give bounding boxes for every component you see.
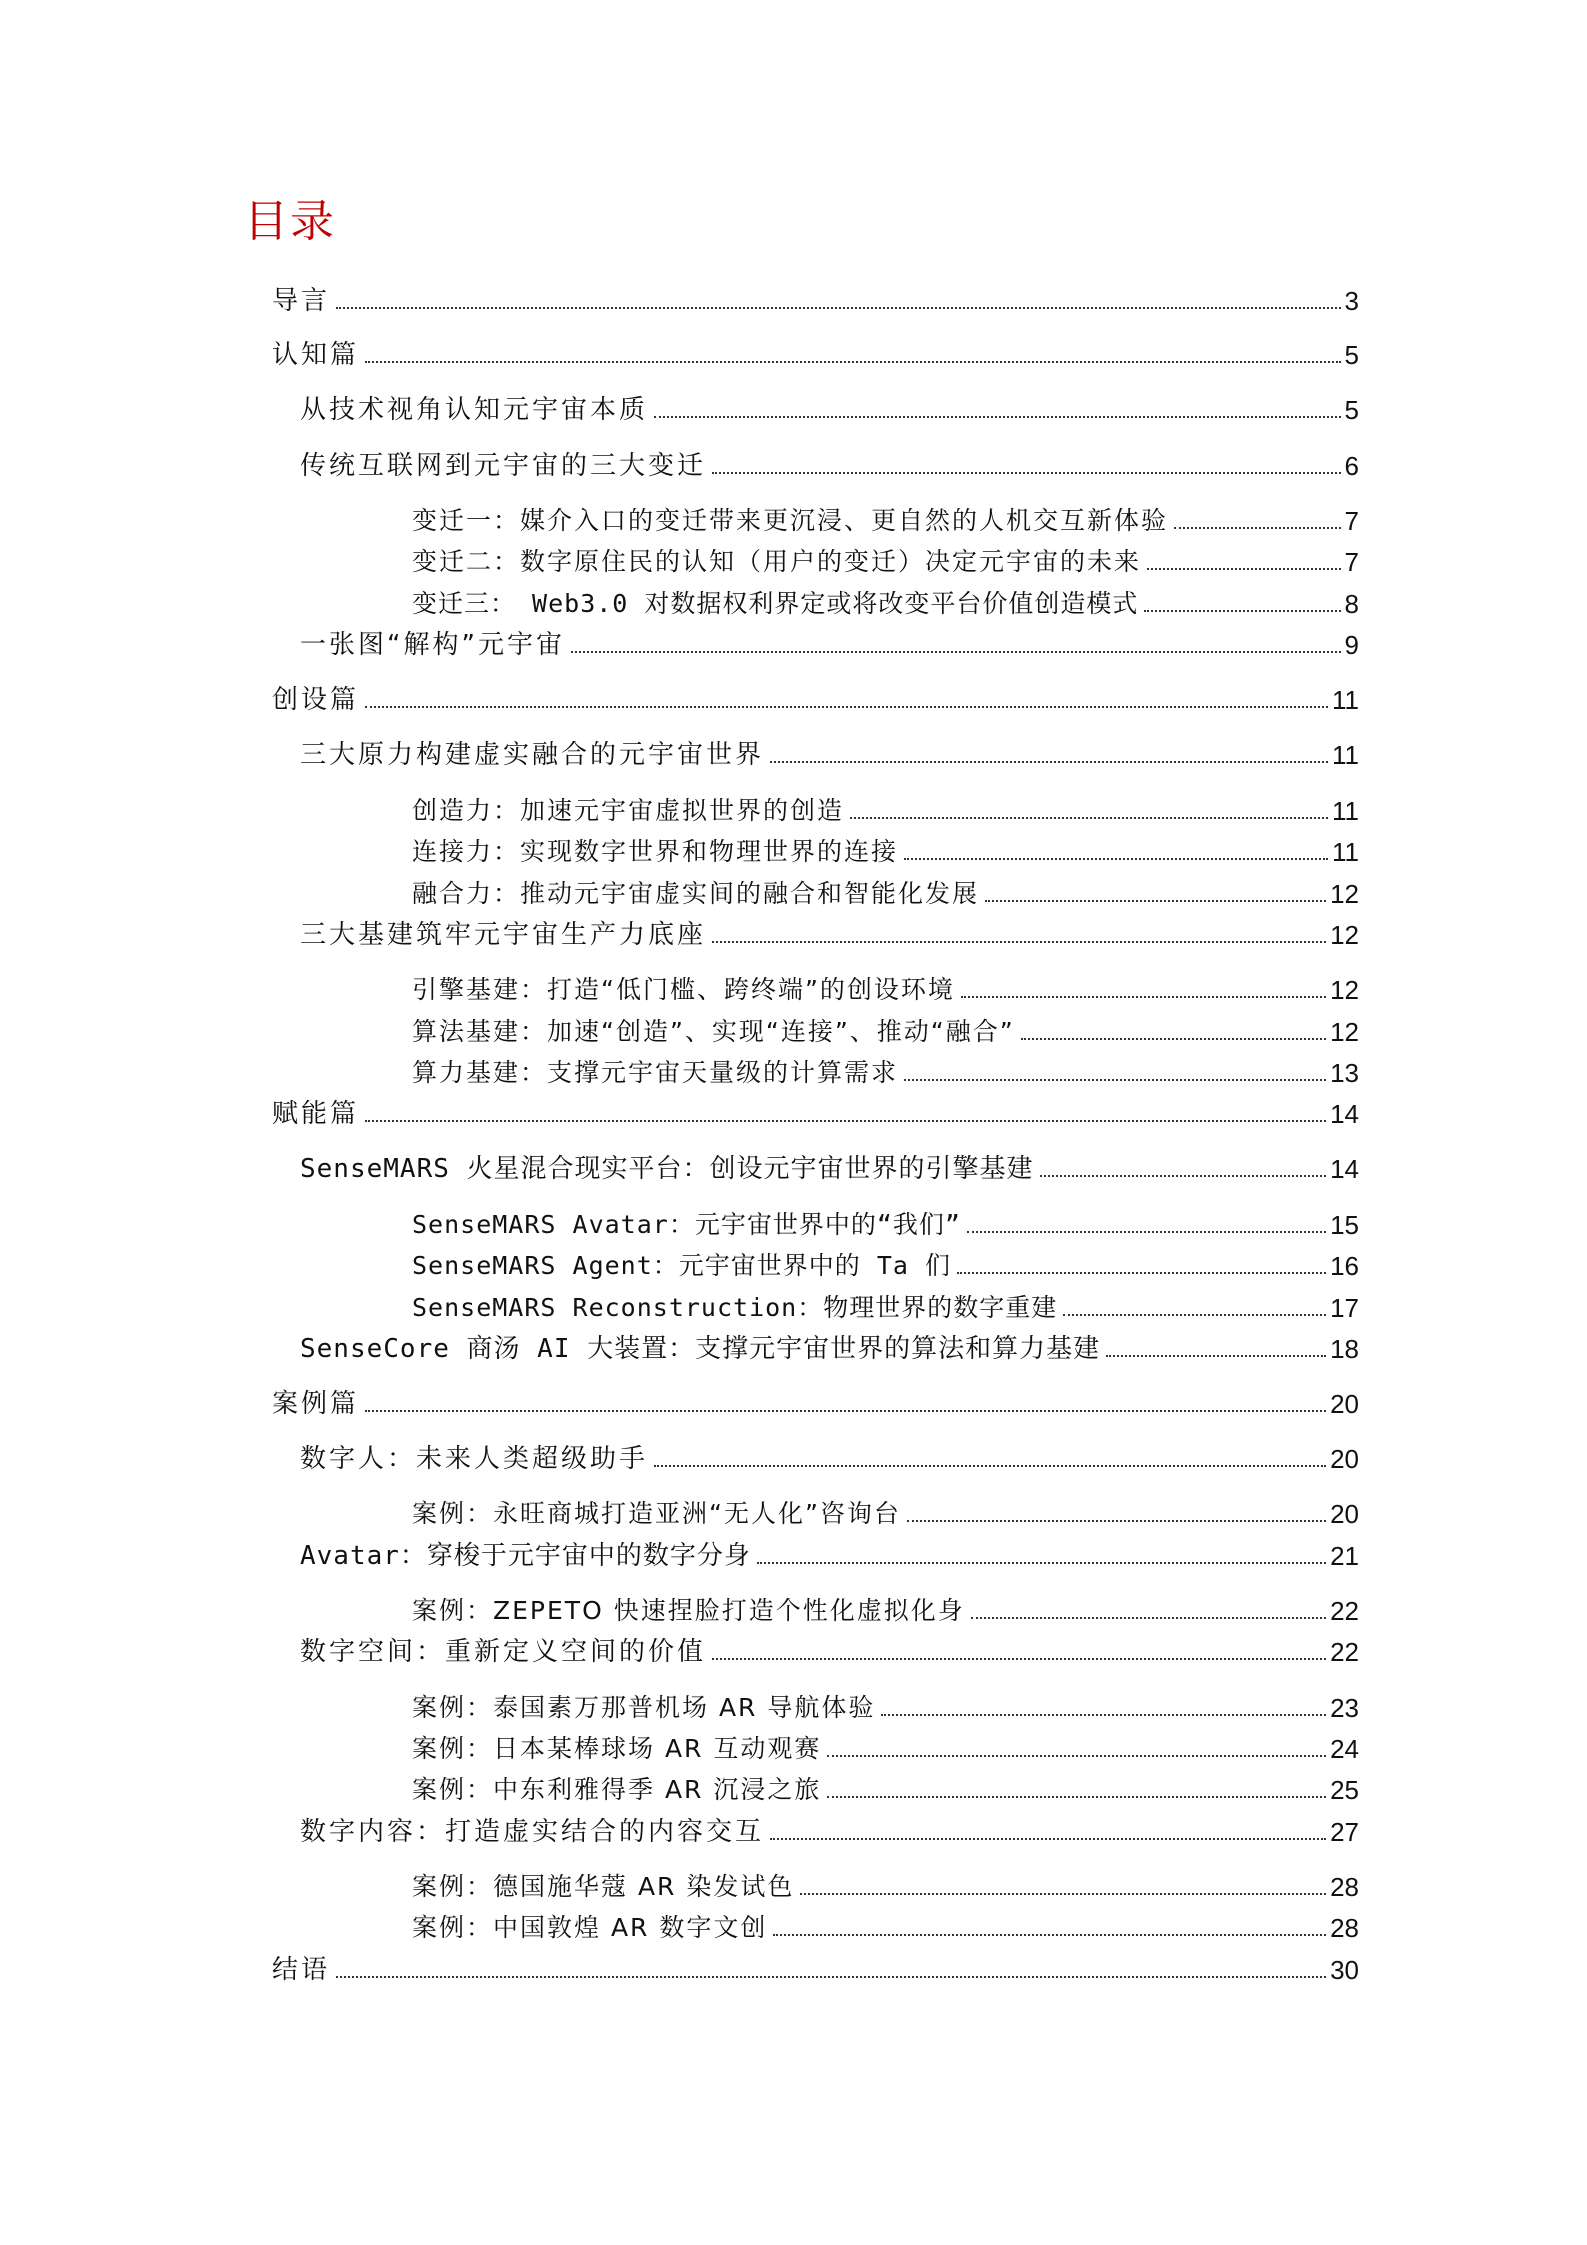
toc-entry[interactable] [412,1201,1359,1241]
toc-entry[interactable] [300,1532,1359,1572]
toc-entry-label: 案例：日本某棒球场 AR 互动观赛 [412,1734,822,1763]
toc-page-number: 22 [1330,1596,1359,1626]
toc-page-number: 22 [1330,1637,1359,1667]
toc-entry-label: 案例：中国敦煌 AR 数字文创 [412,1913,768,1942]
toc-page-number: 11 [1332,685,1359,715]
toc-entry-label: 数字内容：打造虚实结合的内容交互 [300,1817,765,1847]
toc-page-number: 12 [1330,920,1359,950]
toc-entry[interactable] [412,1049,1359,1089]
dot-leader [1174,527,1341,529]
dot-leader [985,900,1326,902]
toc-page-number: 30 [1330,1955,1359,1985]
toc-entry-label: 从技术视角认知元宇宙本质 [300,395,649,425]
toc-entry-label: 融合力：推动元宇宙虚实间的融合和智能化发展 [412,879,980,908]
dot-leader [757,1562,1326,1564]
toc-entry-label: 数字人：未来人类超级助手 [300,1444,649,1474]
dot-leader [336,1976,1326,1978]
toc-page-number: 12 [1330,879,1359,909]
toc-entry-label: 一张图“解构”元宇宙 [300,630,565,660]
toc-entry[interactable] [412,1904,1359,1944]
dot-leader [365,1120,1326,1122]
toc-page-number: 16 [1330,1251,1359,1281]
dot-leader [770,1838,1326,1840]
toc-entry[interactable] [412,1766,1359,1806]
toc-entry-part-empowerment[interactable] [272,1090,1359,1130]
dot-leader [712,472,1341,474]
toc-page-number: 28 [1330,1872,1359,1902]
toc-entry-conclusion[interactable] [272,1946,1359,1986]
toc-entry[interactable] [412,1863,1359,1903]
dot-leader [654,416,1341,418]
toc-entry-label: 认知篇 [272,340,360,370]
dot-leader [712,941,1326,943]
toc-entry[interactable] [412,538,1359,578]
dot-leader [957,1272,1326,1274]
dot-leader [1063,1314,1326,1316]
toc-entry[interactable] [300,621,1359,661]
toc-entry-label: 案例：永旺商城打造亚洲“无人化”咨询台 [412,1499,901,1528]
toc-entry[interactable] [412,1490,1359,1530]
toc-entry[interactable] [412,870,1359,910]
toc-page-number: 11 [1332,740,1359,770]
toc-page-number: 20 [1330,1499,1359,1529]
dot-leader [770,761,1328,763]
toc-entry-label: 赋能篇 [272,1099,360,1129]
dot-leader [850,817,1328,819]
toc-page-number: 20 [1330,1389,1359,1419]
toc-entry[interactable] [412,1008,1359,1048]
toc-entry-part-creation[interactable] [272,676,1359,716]
toc-entry[interactable] [412,580,1359,620]
toc-entry[interactable] [412,1725,1359,1765]
toc-page-number: 18 [1330,1334,1359,1364]
toc-page-number: 5 [1344,340,1359,370]
toc-entry[interactable] [300,911,1359,951]
toc-page-number: 13 [1330,1058,1359,1088]
toc-entry-label: 创设篇 [272,685,360,715]
toc-entry-label: 变迁二：数字原住民的认知（用户的变迁）决定元宇宙的未来 [412,547,1142,576]
dot-leader [712,1658,1326,1660]
dot-leader [365,706,1328,708]
toc-entry-label: 传统互联网到元宇宙的三大变迁 [300,451,707,481]
toc-entry-label: 变迁三： Web3.0 对数据权利界定或将改变平台价值创造模式 [412,589,1139,618]
toc-entry[interactable] [412,1587,1359,1627]
toc-page-number: 12 [1330,975,1359,1005]
toc-page-number: 11 [1332,837,1359,867]
toc-entry[interactable] [412,828,1359,868]
toc-entry-label: 案例：泰国素万那普机场 AR 导航体验 [412,1693,876,1722]
toc-entry-label: 创造力：加速元宇宙虚拟世界的创造 [412,796,845,825]
dot-leader [961,996,1326,998]
dot-leader [336,307,1341,309]
toc-entry-label: 连接力：实现数字世界和物理世界的连接 [412,837,899,866]
toc-page-number: 8 [1344,589,1359,619]
toc-entry-label: Avatar：穿梭于元宇宙中的数字分身 [300,1541,751,1571]
toc-page-number: 14 [1330,1154,1359,1184]
toc-entry[interactable] [300,1435,1359,1475]
dot-leader [881,1714,1326,1716]
dot-leader [907,1520,1326,1522]
dot-leader [571,651,1341,653]
dot-leader [654,1465,1326,1467]
dot-leader [1040,1175,1327,1177]
dot-leader [773,1934,1326,1936]
toc-page-number: 9 [1344,630,1359,660]
toc-entry-label: 案例：ZEPETO 快速捏脸打造个性化虚拟化身 [412,1596,965,1625]
toc-entry-label: 三大基建筑牢元宇宙生产力底座 [300,920,707,950]
toc-entry[interactable] [412,1684,1359,1724]
toc-entry-label: 算力基建：支撑元宇宙天量级的计算需求 [412,1058,899,1087]
toc-page-number: 14 [1330,1099,1359,1129]
dot-leader [1144,610,1340,612]
toc-entry-label: SenseMARS Agent：元宇宙世界中的 Ta 们 [412,1251,951,1280]
toc-page-number: 27 [1330,1817,1359,1847]
toc-entry[interactable] [412,1242,1359,1282]
toc-page-number: 24 [1330,1734,1359,1764]
toc-page-number: 20 [1330,1444,1359,1474]
dot-leader [827,1755,1326,1757]
toc-page-number: 11 [1332,796,1359,826]
toc-page-number: 23 [1330,1693,1359,1723]
toc-entry[interactable] [300,1628,1359,1668]
dot-leader [967,1231,1326,1233]
toc-entry-label: SenseMARS 火星混合现实平台：创设元宇宙世界的引擎基建 [300,1154,1034,1184]
dot-leader [1106,1355,1326,1357]
toc-page-number: 15 [1330,1210,1359,1240]
toc-page-number: 25 [1330,1775,1359,1805]
toc-entry[interactable] [300,442,1359,482]
toc-page-number: 17 [1330,1293,1359,1323]
toc-entry-label: 变迁一：媒介入口的变迁带来更沉浸、更自然的人机交互新体验 [412,506,1169,535]
dot-leader [1021,1038,1326,1040]
toc-entry-part-cognition[interactable] [272,331,1359,371]
toc-entry-label: 数字空间：重新定义空间的价值 [300,1637,707,1667]
toc-entry[interactable] [300,1145,1359,1185]
toc-entry-label: SenseCore 商汤 AI 大装置：支撑元宇宙世界的算法和算力基建 [300,1334,1101,1364]
toc-entry[interactable] [300,386,1359,426]
toc-page-number: 7 [1344,506,1359,536]
toc-entry[interactable] [300,1808,1359,1848]
toc-entry-intro[interactable] [272,277,1359,317]
dot-leader [800,1893,1326,1895]
toc-title: 目录 [244,196,336,247]
dot-leader [904,858,1328,860]
toc-entry[interactable] [300,1325,1359,1365]
toc-entry-label: SenseMARS Avatar：元宇宙世界中的“我们” [412,1210,961,1239]
toc-entry-label: 案例篇 [272,1389,360,1419]
dot-leader [1147,568,1341,570]
dot-leader [365,1410,1326,1412]
toc-entry-label: 案例：德国施华蔻 AR 染发试色 [412,1872,795,1901]
toc-entry[interactable] [300,731,1359,771]
toc-entry[interactable] [412,497,1359,537]
toc-page-number: 6 [1344,451,1359,481]
toc-entry-label: 结语 [272,1955,331,1985]
dot-leader [971,1617,1326,1619]
toc-entry-label: 引擎基建：打造“低门槛、跨终端”的创设环境 [412,975,955,1004]
toc-entry-part-cases[interactable] [272,1380,1359,1420]
toc-entry[interactable] [412,787,1359,827]
toc-page-number: 7 [1344,547,1359,577]
toc-entry-label: SenseMARS Reconstruction：物理世界的数字重建 [412,1293,1058,1322]
dot-leader [365,361,1341,363]
toc-page-number: 3 [1344,286,1359,316]
dot-leader [827,1796,1326,1798]
toc-entry-label: 算法基建：加速“创造”、实现“连接”、推动“融合” [412,1017,1015,1046]
toc-entry[interactable] [412,1284,1359,1324]
toc-entry-label: 导言 [272,286,331,316]
toc-entry[interactable] [412,966,1359,1006]
toc-page-number: 5 [1344,395,1359,425]
toc-page-number: 28 [1330,1913,1359,1943]
toc-entry-label: 三大原力构建虚实融合的元宇宙世界 [300,740,765,770]
toc-page-number: 12 [1330,1017,1359,1047]
toc-entry-label: 案例：中东利雅得季 AR 沉浸之旅 [412,1775,822,1804]
dot-leader [904,1079,1326,1081]
toc-page-number: 21 [1330,1541,1359,1571]
